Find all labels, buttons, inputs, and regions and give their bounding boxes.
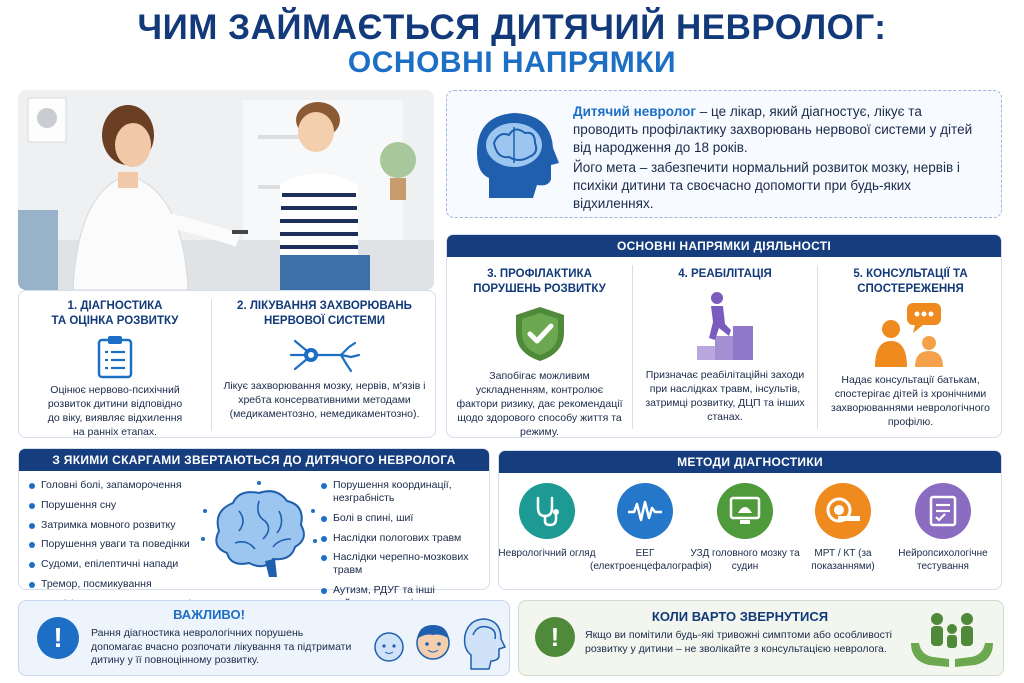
- method-label: УЗД головного мозку та судин: [690, 548, 800, 572]
- direction-rehabilitation: [633, 267, 817, 424]
- complaint-item: Наслідки пологових травм: [321, 532, 487, 545]
- complaint-item: Болі в спині, шиї: [321, 512, 487, 525]
- methods-panel: [498, 450, 1002, 590]
- complaints-panel: [18, 448, 490, 597]
- neuron-icon: [285, 335, 365, 375]
- direction-diagnostics: [19, 299, 211, 439]
- direction-title: 1. ДІАГНОСТИКА ТА ОЦІНКА РОЗВИТКУ: [51, 300, 179, 327]
- complaint-item: Затримка мовного розвитку: [29, 519, 209, 532]
- direction-text: Надає консультації батькам, спостерігає дітей із хронічними захворюваннями неврологічного профілю.: [831, 374, 990, 428]
- complaints-list-left: [29, 479, 209, 618]
- page-title: ЧИМ ЗАЙМАЄТЬСЯ ДИТЯЧИЙ НЕВРОЛОГ:: [137, 8, 887, 47]
- stairs-person-icon: [693, 290, 757, 362]
- when-title: КОЛИ ВАРТО ЗВЕРНУТИСЯ: [651, 609, 829, 624]
- child-head-brain-icon: [469, 103, 561, 203]
- complaint-item: Аутизм, РДУГ та інші: [321, 584, 487, 610]
- important-text: Рання діагностика неврологічних порушень допомагає вчасно розпочати лікування та підтримати дитину у її повноцінному розвитку.: [91, 627, 352, 666]
- child-growth-icon: [367, 613, 507, 671]
- definition-term: Дитячий невролог: [573, 104, 696, 119]
- method-label: Неврологічний огляд: [498, 548, 596, 559]
- mri-scanner-icon: [815, 483, 871, 539]
- complaints-list-right: [321, 479, 487, 617]
- doctor-child-photo: [18, 90, 434, 290]
- important-box: [18, 600, 510, 676]
- definition-text-2: Його мета – забезпечити нормальний розвиток мозку, нервів і психіки дитини та своєчасно допомогти при будь-яких відхиленнях.: [573, 160, 960, 211]
- consultation-icon: [871, 303, 951, 367]
- complaint-item: Порушення координації, незграбність: [321, 479, 487, 505]
- methods-header: МЕТОДИ ДІАГНОСТИКИ: [499, 451, 1001, 473]
- important-title: ВАЖЛИВО!: [173, 607, 245, 622]
- stethoscope-icon: [519, 483, 575, 539]
- definition-text-1: – це лікар, який діагностує, лікує та проводить профілактику захворювань нервової системи у дітей від народження до 18 років.: [573, 104, 973, 155]
- direction-title: 2. ЛІКУВАННЯ ЗАХВОРЮВАНЬ НЕРВОВОЇ СИСТЕМИ: [237, 300, 412, 327]
- clipboard-icon: [96, 335, 134, 379]
- direction-treatment: [212, 299, 437, 421]
- direction-text: Оцінює нервово-психічний розвиток дитини відповідно до віку, виявляє відхилення на ранніх етапах.: [47, 384, 183, 438]
- method-label: ЕЕГ (електроенцефалографія): [590, 548, 712, 572]
- method-label: Нейропсихологічне тестування: [898, 548, 988, 572]
- direction-text: Лікує захворювання мозку, нервів, м'язів і хребта консервативними методами (медикаментозно, немедикаментозно).: [223, 380, 426, 420]
- definition-card: [446, 90, 1002, 218]
- direction-consultations: [818, 267, 1003, 429]
- directions-header: ОСНОВНІ НАПРЯМКИ ДІЯЛЬНОСТІ: [447, 235, 1001, 257]
- exclamation-icon: !: [37, 617, 79, 659]
- checklist-icon: [915, 483, 971, 539]
- direction-text: Запобігає можливим ускладненням, контролює фактори ризику, дає рекомендації щодо здорового способу життя та режиму.: [456, 370, 623, 438]
- complaint-item: Наслідки черепно-мозкових травм: [321, 551, 487, 577]
- eeg-wave-icon: [617, 483, 673, 539]
- direction-title: 4. РЕАБІЛІТАЦІЯ: [678, 268, 772, 280]
- when-text: Якщо ви помітили будь-які тривожні симптоми або особливості розвитку у дитини – не зволікайте з консультацією невролога.: [585, 629, 892, 655]
- complaint-item: Судоми, епілептичні напади: [29, 558, 209, 571]
- direction-text: Призначає реабілітаційні заходи при наслідках травм, інсультів, затримці розвитку, ДЦП та інших станах.: [645, 369, 805, 423]
- shield-check-icon: [512, 305, 568, 363]
- family-hands-icon: [907, 609, 997, 671]
- brain-icon: [199, 481, 319, 581]
- direction-title: 5. КОНСУЛЬТАЦІЇ ТА СПОСТЕРЕЖЕННЯ: [853, 268, 968, 295]
- complaint-item: Порушення сну: [29, 499, 209, 512]
- complaint-item: Тремор, посмикування: [29, 578, 209, 591]
- direction-title: 3. ПРОФІЛАКТИКА ПОРУШЕНЬ РОЗВИТКУ: [473, 268, 606, 295]
- directions-panel: [446, 234, 1002, 438]
- complaint-item: Головні болі, запаморочення: [29, 479, 209, 492]
- direction-prevention: [447, 267, 632, 439]
- when-to-seek-box: [518, 600, 1004, 676]
- directions-panel-left: [18, 290, 436, 438]
- complaints-header: З ЯКИМИ СКАРГАМИ ЗВЕРТАЮТЬСЯ ДО ДИТЯЧОГО НЕВРОЛОГА: [19, 449, 489, 471]
- ultrasound-icon: [717, 483, 773, 539]
- method-label: МРТ / КТ (за показаннями): [811, 548, 875, 572]
- complaint-item: Порушення уваги та поведінки: [29, 538, 209, 551]
- exclamation-icon: !: [535, 617, 575, 657]
- page-subtitle: ОСНОВНІ НАПРЯМКИ: [347, 46, 677, 79]
